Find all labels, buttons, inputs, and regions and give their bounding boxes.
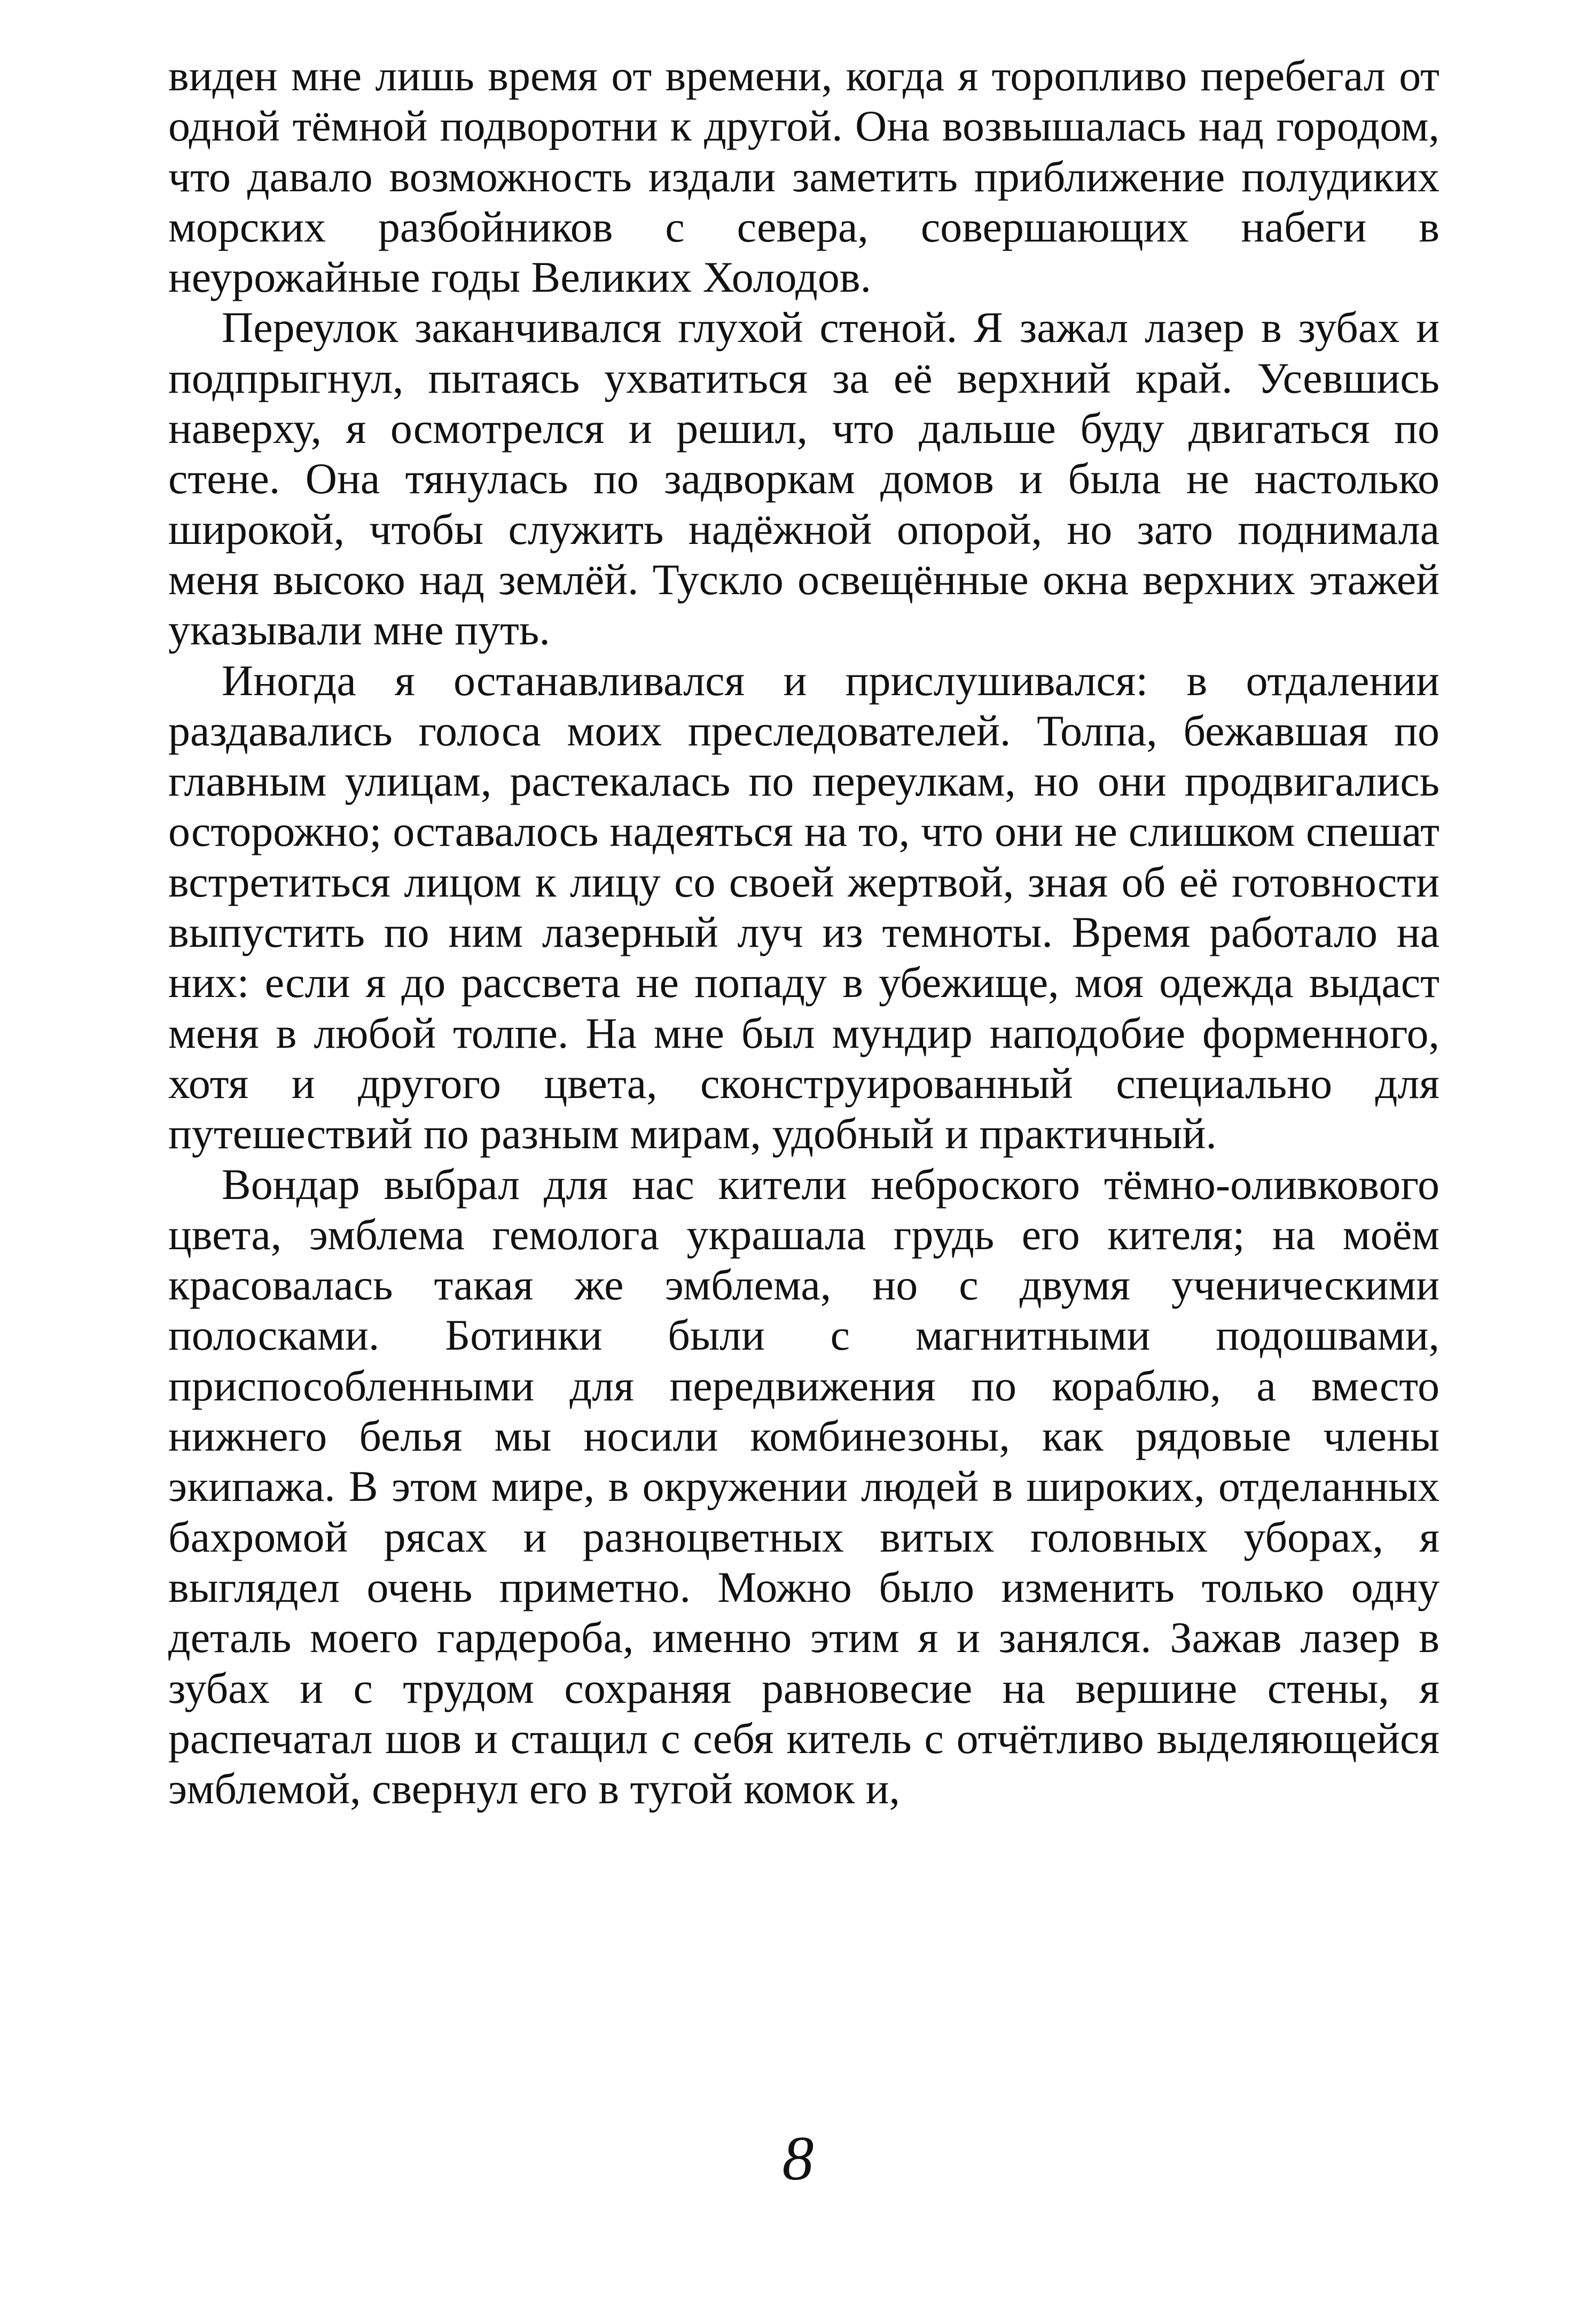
body-text bbox=[168, 51, 1439, 1814]
paragraph-4: Вондар выбрал для нас кители неброского тёмно-оливкового цвета, эмблема гемолога украшала грудь его кителя; на моём красовалась такая же эмблема, но с двумя ученическими полосками. Ботинки были с магнитными подошвами, приспособленными для передвижения по кораблю, а вместо нижнего белья мы носили комбинезоны, как рядовые члены экипажа. В этом мире, в окружении людей в широких, отделанных бахромой рясах и разноцветных витых головных уборах, я выглядел очень приметно. Можно было изменить только одну деталь моего гардероба, именно этим я и занялся. Зажав лазер в зубах и с трудом сохраняя равновесие на вершине стены, я распечатал шов и стащил с себя китель с отчётливо выделяющейся эмблемой, свернул его в тугой комок и, bbox=[168, 1159, 1439, 1813]
paragraph-3: Иногда я останавливался и прислушивался: в отдалении раздавались голоса моих преследователей. Толпа, бежавшая по главным улицам, растекалась по переулкам, но они продвигались осторожно; оставалось надеяться на то, что они не слишком спешат встретиться лицом к лицу со своей жертвой, зная об её готовности выпустить по ним лазерный луч из темноты. Время работало на них: если я до рассвета не попаду в убежище, моя одежда выдаст меня в любой толпе. На мне был мундир наподобие форменного, хотя и другого цвета, сконструированный специально для путешествий по разным мирам, удобный и практичный. bbox=[168, 656, 1439, 1158]
page-number: 8 bbox=[782, 2123, 814, 2193]
paragraph-1: виден мне лишь время от времени, когда я торопливо перебегал от одной тёмной подворотни к другой. Она возвышалась над городом, что давало возможность издали заметить приближение полудиких морских разбойников с севера, совершающих набеги в неурожайные годы Великих Холодов. bbox=[168, 51, 1439, 302]
paragraph-2: Переулок заканчивался глухой стеной. Я зажал лазер в зубах и подпрыгнул, пытаясь ухватиться за её верхний край. Усевшись наверху, я осмотрелся и решил, что дальше буду двигаться по стене. Она тянулась по задворкам домов и была не настолько широкой, чтобы служить надёжной опорой, но зато поднимала меня высоко над землёй. Тускло освещённые окна верхних этажей указывали мне путь. bbox=[168, 303, 1439, 655]
